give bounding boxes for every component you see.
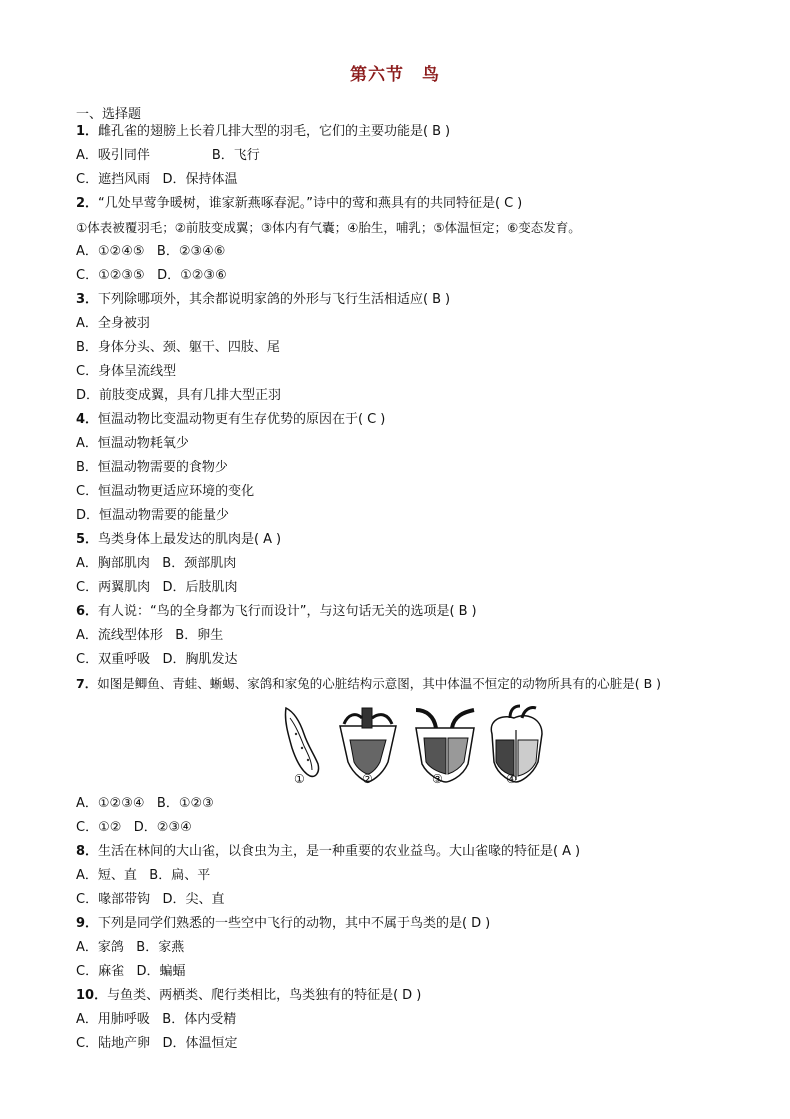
option-line: A．短、直 B．扁、平 — [76, 868, 211, 883]
option-line: A．吸引同伴 B．飞行 — [76, 148, 260, 163]
option-line: C．①②③⑤ D．①②③⑥ — [76, 268, 227, 283]
option-line: A．全身被羽 — [76, 316, 150, 331]
option-line: B．身体分头、颈、躯干、四肢、尾 — [76, 340, 280, 355]
option-line: C．双重呼吸 D．胸肌发达 — [76, 652, 238, 667]
answer: B — [643, 676, 653, 691]
question-4-stem: 4．恒温动物比变温动物更有生存优势的原因在于( C ) — [76, 412, 386, 427]
question-7-stem: 7．如图是鲫鱼、青蛙、蜥蜴、家鸽和家兔的心脏结构示意图，其中体温不恒定的动物所具有的心脏是( B ) — [76, 676, 662, 691]
frog-heart-diagram — [340, 708, 396, 782]
option-line: C．①② D．②③④ — [76, 820, 192, 835]
answer: D — [402, 988, 413, 1003]
option-line: A．胸部肌肉 B．颈部肌肉 — [76, 556, 237, 571]
option-line: C．遮挡风雨 D．保持体温 — [76, 172, 238, 187]
bird-heart-diagram — [491, 706, 542, 782]
figure-label-3: ③ — [432, 772, 443, 786]
option-line: C．两翼肌肉 D．后肢肌肉 — [76, 580, 238, 595]
page-title: 第六节 鸟 — [350, 65, 440, 85]
option-line: C．身体呈流线型 — [76, 364, 177, 379]
option-line: A．①②③④ B．①②③ — [76, 796, 214, 811]
answer: D — [471, 916, 482, 931]
question-3-stem: 3．下列除哪项外，其余都说明家鸽的外形与飞行生活相适应( B ) — [76, 292, 451, 307]
option-line: A．用肺呼吸 B．体内受精 — [76, 1012, 237, 1027]
question-2-stem: 2．“几处早莺争暖树，谁家新燕啄春泥。”诗中的莺和燕具有的共同特征是( C ) — [76, 196, 523, 211]
answer: B — [432, 124, 442, 139]
figure-label-4: ④ — [506, 772, 517, 786]
lizard-heart-diagram — [416, 710, 474, 782]
question-note: ①体表被覆羽毛；②前肢变成翼；③体内有气囊；④胎生，哺乳；⑤体温恒定；⑥变态发育。 — [76, 220, 581, 235]
answer: B — [432, 292, 442, 307]
option-line: C．恒温动物更适应环境的变化 — [76, 484, 255, 499]
option-line: B．恒温动物需要的食物少 — [76, 460, 228, 475]
question-6-stem: 6．有人说：“鸟的全身都为飞行而设计”，与这句话无关的选项是( B ) — [76, 604, 477, 619]
option-line: A．①②④⑤ B．②③④⑥ — [76, 244, 226, 259]
option-line: A．恒温动物耗氧少 — [76, 436, 189, 451]
answer: A — [263, 532, 273, 547]
option-line: C．麻雀 D．蝙蝠 — [76, 964, 186, 979]
figure-label-2: ② — [362, 772, 373, 786]
question-1-stem: 1．雌孔雀的翅膀上长着几排大型的羽毛，它们的主要功能是( B ) — [76, 124, 451, 139]
answer: A — [562, 844, 572, 859]
option-line: A．流线型体形 B．卵生 — [76, 628, 224, 643]
question-9-stem: 9．下列是同学们熟悉的一些空中飞行的动物，其中不属于鸟类的是( D ) — [76, 916, 491, 931]
fish-heart-diagram — [285, 708, 318, 776]
option-line: D．恒温动物需要的能量少 — [76, 508, 230, 523]
answer: C — [367, 412, 377, 427]
section-heading: 一、选择题 — [76, 107, 142, 122]
answer: C — [504, 196, 514, 211]
option-line: C．喙部带钩 D．尖、直 — [76, 892, 225, 907]
question-5-stem: 5．鸟类身体上最发达的肌肉是( A ) — [76, 532, 282, 547]
figure-label-1: ① — [294, 772, 305, 786]
question-10-stem: 10．与鱼类、两栖类、爬行类相比，鸟类独有的特征是( D ) — [76, 988, 422, 1003]
option-line: C．陆地产卵 D．体温恒定 — [76, 1036, 238, 1051]
answer: B — [458, 604, 468, 619]
option-line: A．家鸽 B．家燕 — [76, 940, 185, 955]
question-8-stem: 8．生活在林间的大山雀，以食虫为主，是一种重要的农业益鸟。大山雀喙的特征是( A ) — [76, 844, 581, 859]
option-line: D．前肢变成翼，具有几排大型正羽 — [76, 388, 282, 403]
